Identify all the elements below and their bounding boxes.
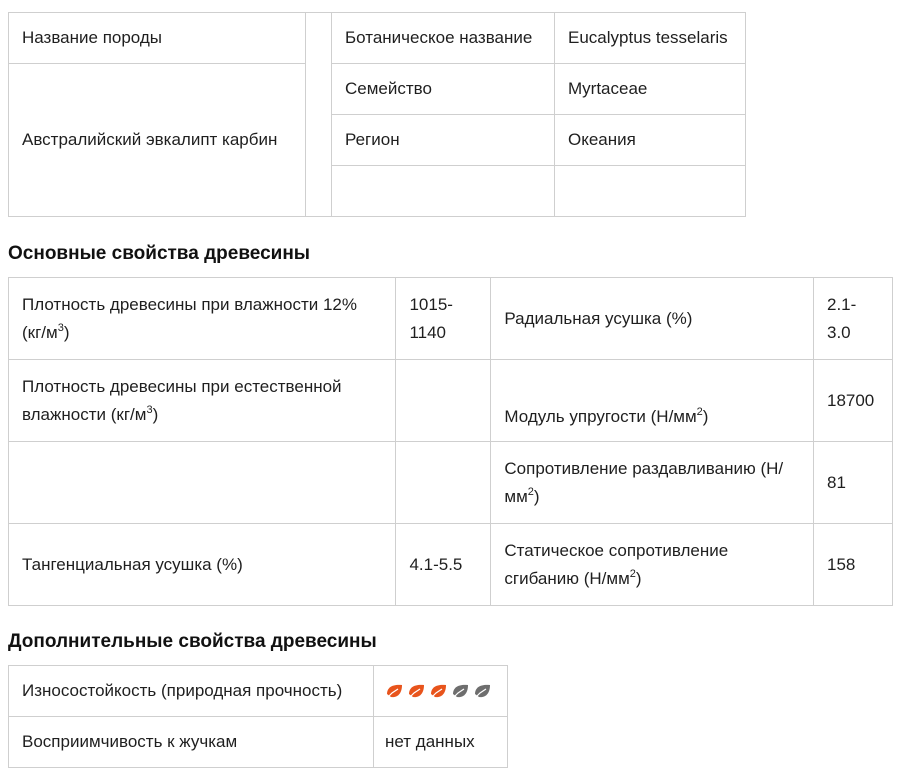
crush-resistance-label [491,442,814,524]
density-12-label-text: Плотность древесины при влажности 12% (кг/м [22,294,357,342]
leaf-icon [473,681,493,701]
density-12-label [9,278,396,360]
unit-superscript: 2 [527,485,534,498]
species-name-value: Австралийский эвкалипт карбин [9,64,306,217]
unit-superscript: 2 [696,406,703,418]
crush-resistance-value: 81 [813,442,892,524]
leaf-icon [407,681,427,701]
radial-shrinkage-label: Радиальная усушка (%) [491,278,814,360]
species-info-table [8,12,746,217]
unit-close: ) [702,407,709,426]
unit-close: ) [533,486,540,506]
species-name-label: Название породы [9,13,306,64]
elasticity-label [491,360,814,442]
botanical-name-value: Eucalyptus tesselaris [555,13,746,64]
beetle-susceptibility-label: Восприимчивость к жучкам [9,717,374,768]
empty-value-cell [396,442,491,524]
table-row [9,360,893,442]
family-value: Myrtaceae [555,64,746,115]
beetle-susceptibility-value: нет данных [374,717,508,768]
extra-properties-table [8,665,508,768]
table-row [9,666,508,717]
botanical-name-label: Ботаническое название [332,13,555,64]
table-row [9,524,893,606]
extra-properties-heading: Дополнительные свойства древесины [8,631,377,652]
tangential-shrinkage-value: 4.1-5.5 [396,524,491,606]
density-12-value: 1015-1140 [396,278,491,360]
unit-close: ) [635,568,642,588]
main-properties-table [8,277,893,606]
bending-resistance-label-text: Статическое сопротивление сгибанию (Н/мм [504,540,729,588]
main-properties-heading: Основные свойства древесины [8,243,311,264]
empty-label-cell [9,442,396,524]
spacer-cell [306,13,332,217]
leaf-icon [385,681,405,701]
durability-rating-leaves [385,681,496,701]
elasticity-value: 18700 [813,360,892,442]
table-row [9,442,893,524]
unit-close: ) [63,322,70,342]
leaf-icon [451,681,471,701]
table-row [9,717,508,768]
unit-close: ) [152,405,159,424]
unit-superscript: 3 [57,321,64,334]
density-natural-value [396,360,491,442]
table-row [9,278,893,360]
durability-rating [374,666,508,717]
empty-label-cell [332,166,555,217]
table-row [9,13,746,64]
unit-superscript: 2 [629,567,636,580]
tangential-shrinkage-label: Тангенциальная усушка (%) [9,524,396,606]
unit-superscript: 3 [146,404,153,416]
crush-resistance-label-text: Сопротивление раздавливанию (Н/мм [504,458,784,506]
table-row [9,64,746,115]
bending-resistance-value: 158 [813,524,892,606]
bending-resistance-label [491,524,814,606]
density-natural-label [9,360,396,442]
density-natural-label-text: Плотность древесины при естественной влажности (кг/м [22,377,342,424]
radial-shrinkage-value: 2.1-3.0 [813,278,892,360]
region-label: Регион [332,115,555,166]
family-label: Семейство [332,64,555,115]
elasticity-label-text: Модуль упругости (Н/мм [504,407,697,426]
durability-label: Износостойкость (природная прочность) [9,666,374,717]
region-value: Океания [555,115,746,166]
empty-value-cell [555,166,746,217]
leaf-icon [429,681,449,701]
